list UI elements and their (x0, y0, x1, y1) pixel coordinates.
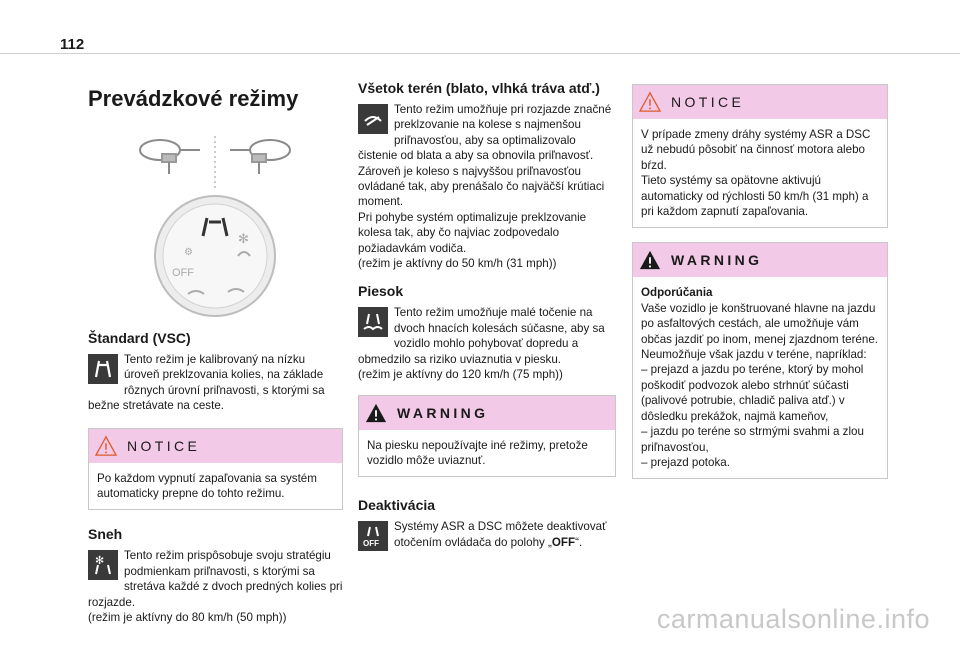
notice-box (88, 428, 343, 511)
list-item: – prejazd a jazdu po teréne, ktorý by mohol poškodiť podvozok alebo strhnúť súčasti (palivové potrubie, chladič paliva atď.) v dôsledku prekážok, najmä kameňov, (641, 363, 864, 423)
steering-wheel-icon (230, 140, 290, 174)
notice-text-p2: Tieto systémy sa opätovne aktivujú automaticky od rýchlosti 50 km/h (31 mph) a pri každom zapnutí zapaľovania. (641, 174, 869, 219)
svg-text:✻: ✻ (238, 231, 249, 246)
svg-text:✻: ✻ (95, 554, 105, 568)
warning-triangle-icon (639, 91, 661, 113)
allterrain-heading: Všetok terén (blato, vlhká tráva atď.) (358, 80, 600, 96)
notice-box-2 (632, 84, 888, 228)
snow-mode-icon (88, 550, 118, 580)
column-3 (632, 84, 888, 479)
warning-title: WARNING (397, 404, 489, 421)
deactivation-paragraph: OFF Systémy ASR a DSC môžete deaktivovať otočením ovládača do polohy „OFF“. (358, 519, 616, 550)
warning-box-2: WARNING Odporúčania Vaše vozidlo je konštruované hlavne na jazdu po asfaltových cestách, ale umožňuje vám občas jazdiť po inom, menej zjazdnom teréne. Neumožňuje však jazdu v teréne, napríklad: – prejazd a jazdu po teréne, ktorý by mohol poškodiť podvozok alebo strhnúť súčasti (palivové potrubie, chladič paliva atď.) v dôsledku prekážok, najmä kameňov, – jazdu po teréne so strmými svahmi a zlou priľnavosťou, – prejazd potoka. (632, 242, 888, 479)
all-terrain-mode-icon (358, 104, 388, 134)
sand-heading: Piesok (358, 283, 404, 300)
deactivation-heading: Deaktivácia (358, 497, 436, 514)
warning-title-2: WARNING (671, 252, 763, 269)
steering-wheel-icon (140, 140, 200, 174)
column-1 (88, 70, 343, 625)
svg-text:⚙: ⚙ (184, 247, 193, 258)
warning-triangle-icon (365, 402, 387, 424)
notice-text-p1: V prípade zmeny dráhy systémy ASR a DSC už nebudú pôsobiť na činnosť motora alebo bŕzd. (641, 128, 871, 172)
warning-box (358, 395, 616, 478)
list-item: – prejazd potoka. (641, 455, 730, 469)
standard-mode-icon (88, 354, 118, 384)
dial-illustration-icon (88, 126, 343, 318)
sand-mode-icon (358, 307, 388, 337)
recommendations-heading: Odporúčania (641, 286, 713, 300)
mode-dial-icon (155, 196, 275, 316)
warning-text: Na piesku nepoužívajte iné režimy, pretože vozidlo môže uviaznuť. (367, 438, 588, 467)
standard-paragraph: Tento režim je kalibrovaný na nízku úroveň preklzovania kolies, na základe rôznych úrovní priľnavosti, s ktorými sa bežne stretávate na ceste. (88, 353, 325, 413)
notice-text: Po každom vypnutí zapaľovania sa systém automaticky prepne do tohto režimu. (97, 471, 317, 501)
standard-heading: Štandard (VSC) (88, 330, 191, 346)
svg-text:OFF: OFF (172, 267, 194, 279)
warning-triangle-icon (639, 249, 661, 271)
off-label: OFF (551, 535, 576, 549)
mode-dial-illustration (88, 126, 343, 318)
sand-paragraph: Tento režim umožňuje malé točenie na dvoch hnacích kolesách súčasne, aby sa vozidlo mohlo pohybovať dopredu a obmedzilo sa riziko uviaznutia v piesku. (režim je aktívny do 120 km/h (75 mph)) (358, 306, 605, 382)
allterrain-paragraph: Tento režim umožňuje pri rozjazde značné preklzovanie na kolese s najmenšou priľnavosťou, aby sa optimalizovalo čistenie od blata a aby sa obnovila priľnavosť. Zároveň je koleso s najvyššou priľnavosťou ovládané tak, aby prenášalo čo najväčší krútiaci moment. Pri pohybe systém optimalizuje preklzovanie kolesa tak, aby čo najviac zodpovedalo požiadavkám vodiča. (režim je aktívny do 50 km/h (31 mph)) (358, 103, 612, 271)
page-title: Prevádzkové režimy (88, 86, 299, 111)
snow-heading: Sneh (88, 526, 123, 543)
snow-note: (režim je aktívny do 80 km/h (50 mph)) (88, 611, 287, 625)
column-2 (358, 80, 616, 553)
list-item: – jazdu po teréne so strmými svahmi a zlou priľnavosťou, (641, 425, 864, 454)
page-number: 112 (60, 36, 85, 53)
notice-title-2: NOTICE (671, 94, 745, 110)
esc-off-icon (358, 521, 388, 551)
watermark: carmanualsonline.info (656, 604, 930, 634)
warning-triangle-icon (95, 435, 117, 457)
snow-paragraph: ✻ Tento režim prispôsobuje svoju stratégiu podmienkam priľnavosti, s ktorými sa stretáva každé z dvoch predných kolies pri rozjazde. (režim je aktívny do 80 km/h (50 mph)) (88, 549, 343, 625)
svg-text:OFF: OFF (363, 539, 379, 549)
notice-title: NOTICE (127, 437, 201, 454)
top-rule (0, 53, 960, 54)
